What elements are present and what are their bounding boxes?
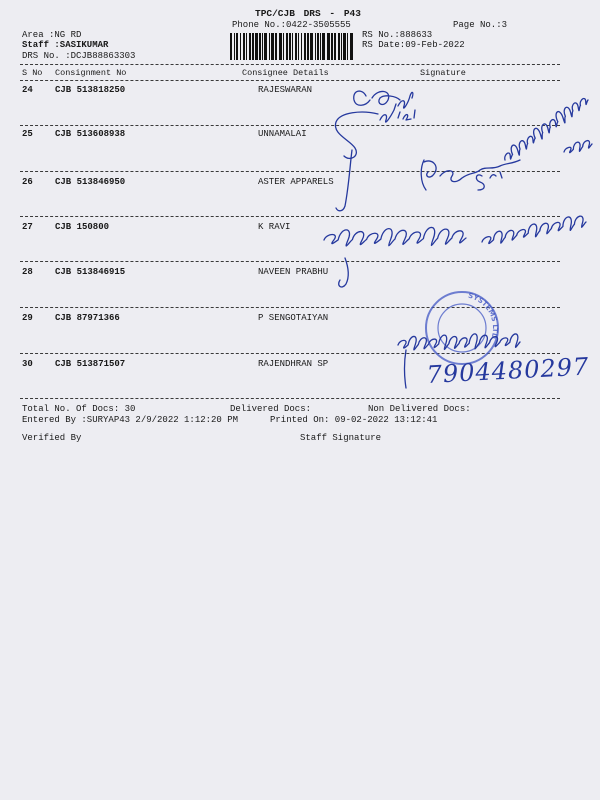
barcode-bar <box>334 33 336 60</box>
barcode-bar <box>289 33 291 60</box>
column-header-signature: Signature <box>420 68 466 78</box>
row-divider <box>20 353 560 354</box>
row-consignment-no: CJB 513871507 <box>55 359 126 369</box>
table-row <box>0 222 600 234</box>
barcode-bar <box>234 33 235 60</box>
barcode-bar <box>255 33 258 60</box>
barcode-bar <box>338 33 340 60</box>
rs-date: RS Date:09-Feb-2022 <box>362 40 465 50</box>
barcode-bar <box>341 33 342 60</box>
staff-name: Staff :SASIKUMAR <box>22 40 109 50</box>
row-consignment-no: CJB 150800 <box>55 222 110 232</box>
barcode-bar <box>262 33 263 60</box>
column-header-consignee: Consignee Details <box>242 68 329 78</box>
row-consignee: RAJESWARAN <box>258 85 313 95</box>
phone-number: Phone No.:0422-3505555 <box>232 20 351 30</box>
row-consignee: NAVEEN PRABHU <box>258 267 329 277</box>
non-delivered-docs: Non Delivered Docs: <box>368 404 471 414</box>
barcode-bar <box>301 33 302 60</box>
handwritten-phone-number: 7904480297 <box>425 352 590 389</box>
barcode-bar <box>295 33 297 60</box>
column-header-consignment: Consignment No <box>55 68 127 78</box>
barcode-bar <box>243 33 245 60</box>
stamp-text-path: SYSTEMS LTD <box>467 291 500 340</box>
row-consignment-no: CJB 513608938 <box>55 129 126 139</box>
barcode-bar <box>320 33 321 60</box>
verified-by-label: Verified By <box>22 433 82 443</box>
row-sno: 29 <box>22 313 33 323</box>
barcode-bar <box>240 33 241 60</box>
table-row <box>0 85 600 97</box>
barcode-bar <box>310 33 313 60</box>
barcode <box>230 33 355 60</box>
barcode-bar <box>327 33 330 60</box>
area: Area :NG RD <box>22 30 82 40</box>
barcode-bar <box>350 33 353 60</box>
barcode-bar <box>317 33 319 60</box>
barcode-bar <box>347 33 348 60</box>
handwriting-signature-row-29 <box>398 334 520 350</box>
signature-row-24 <box>335 91 415 211</box>
barcode-bar <box>322 33 325 60</box>
row-consignee: RAJENDHRAN SP <box>258 359 329 369</box>
row-consignment-no: CJB 513846950 <box>55 177 126 187</box>
row-sno: 24 <box>22 85 33 95</box>
row-consignee: K RAVI <box>258 222 291 232</box>
row-divider <box>20 216 560 217</box>
table-row <box>0 267 600 279</box>
barcode-bar <box>279 33 282 60</box>
barcode-bar <box>249 33 251 60</box>
barcode-bar <box>271 33 274 60</box>
printed-on: Printed On: 09-02-2022 13:12:41 <box>270 415 438 425</box>
barcode-bar <box>275 33 277 60</box>
row-sno: 25 <box>22 129 33 139</box>
row-divider <box>20 171 560 172</box>
row-consignee: P SENGOTAIYAN <box>258 313 329 323</box>
delivered-docs: Delivered Docs: <box>230 404 312 414</box>
row-sno: 28 <box>22 267 33 277</box>
divider <box>20 64 560 65</box>
table-row <box>0 129 600 141</box>
row-consignment-no: CJB 513846915 <box>55 267 126 277</box>
rs-number: RS No.:888633 <box>362 30 433 40</box>
barcode-bar <box>252 33 254 60</box>
drs-number: DRS No. :DCJB88863303 <box>22 51 136 61</box>
table-row <box>0 313 600 325</box>
barcode-bar <box>246 33 247 60</box>
row-consignee: UNNAMALAI <box>258 129 307 139</box>
table-row <box>0 177 600 189</box>
barcode-bar <box>230 33 232 60</box>
row-sno: 27 <box>22 222 33 232</box>
row-sno: 26 <box>22 177 33 187</box>
barcode-bar <box>292 33 293 60</box>
divider <box>20 80 560 81</box>
row-divider <box>20 125 560 126</box>
row-consignee: ASTER APPARELS <box>258 177 334 187</box>
entered-by: Entered By :SURYAP43 2/9/2022 1:12:20 PM <box>22 415 239 425</box>
barcode-bar <box>315 33 316 60</box>
total-docs: Total No. Of Docs: 30 <box>22 404 136 414</box>
barcode-bar <box>259 33 261 60</box>
row-divider <box>20 398 560 399</box>
barcode-bar <box>236 33 238 60</box>
row-sno: 30 <box>22 359 33 369</box>
page-number: Page No.:3 <box>453 20 508 30</box>
row-divider <box>20 307 560 308</box>
barcode-bar <box>283 33 284 60</box>
barcode-bar <box>307 33 309 60</box>
staff-signature-label: Staff Signature <box>300 433 382 443</box>
barcode-bar <box>264 33 267 60</box>
row-consignment-no: CJB 87971366 <box>55 313 120 323</box>
barcode-bar <box>343 33 346 60</box>
barcode-bar <box>286 33 288 60</box>
barcode-bar <box>298 33 299 60</box>
handwriting-note-row-25 <box>564 141 592 153</box>
sheet-title: TPC/CJB DRS - P43 <box>255 8 361 19</box>
row-consignment-no: CJB 513818250 <box>55 85 126 95</box>
barcode-bar <box>269 33 270 60</box>
barcode-bar <box>331 33 333 60</box>
column-header-sno: S No <box>22 68 43 78</box>
barcode-bar <box>304 33 306 60</box>
row-divider <box>20 261 560 262</box>
